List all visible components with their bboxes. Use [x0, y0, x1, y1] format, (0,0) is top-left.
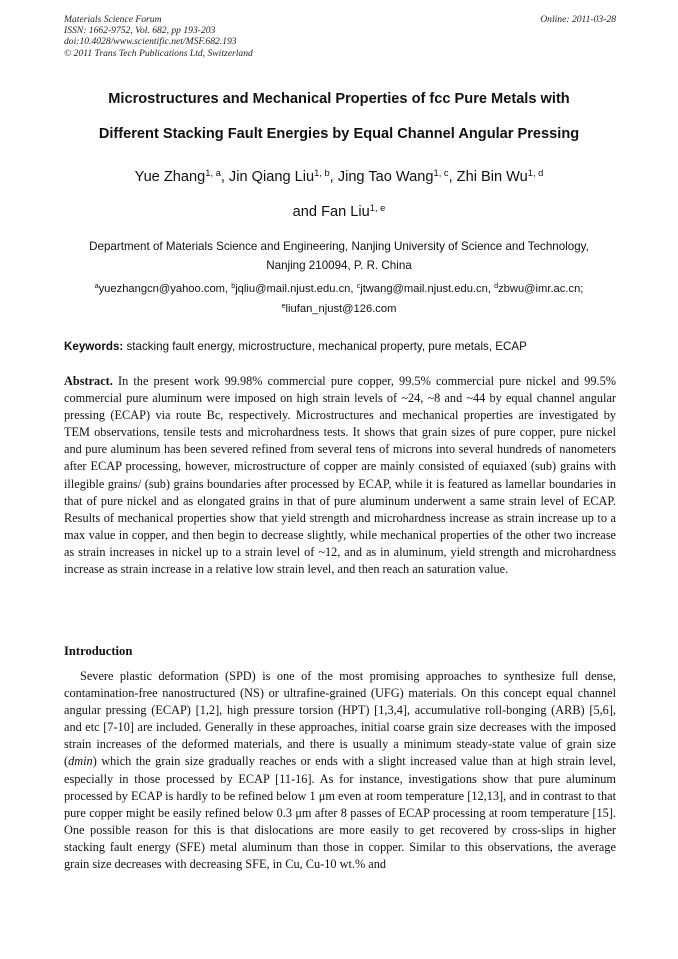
- doi-line: doi:10.4028/www.scientific.net/MSF.682.193: [64, 36, 237, 48]
- author-affiliation-mark: 1, c: [433, 167, 449, 178]
- email-line-2: [54, 300, 624, 320]
- author-list-line-2: [40, 203, 638, 222]
- email-address: zbwu@imr.ac.cn;: [498, 283, 584, 295]
- author-separator: ,: [220, 169, 229, 185]
- paper-title-line-2: Different Stacking Fault Energies by Equal Channel Angular Pressing: [98, 126, 580, 142]
- affiliation: [54, 237, 624, 275]
- email-address: yuezhangcn@yahoo.com,: [98, 283, 229, 295]
- email-mark: a: [94, 282, 99, 291]
- email-line-1: [54, 280, 624, 300]
- author-name: Zhi Bin Wu: [456, 169, 528, 185]
- author-affiliation-mark: 1, a: [205, 167, 221, 178]
- section-heading-introduction: Introduction: [64, 644, 133, 658]
- abstract-label: Abstract.: [64, 374, 113, 388]
- copyright-line: © 2011 Trans Tech Publications Ltd, Switzerland: [64, 47, 253, 59]
- email-mark: b: [231, 282, 236, 291]
- author-separator: ,: [448, 169, 457, 185]
- journal-name: Materials Science Forum: [64, 14, 162, 25]
- author-separator: ,: [329, 169, 338, 185]
- author-affiliation-mark: 1, b: [314, 167, 330, 178]
- online-date: Online: 2011-03-28: [540, 14, 616, 25]
- introduction-paragraph: [64, 668, 616, 873]
- email-mark: d: [494, 282, 499, 291]
- keywords-label: Keywords:: [64, 340, 124, 353]
- paper-title-line-1: Microstructures and Mechanical Properties of fcc Pure Metals with: [108, 91, 570, 107]
- email-address: liufan_njust@126.com: [285, 303, 397, 315]
- email-mark: e: [281, 302, 286, 311]
- intro-text-part-1: Severe plastic deformation (SPD) is one of the most promising approaches to synthesize full dense, contamination-free nanostructured (NS) or ultrafine-grained (UFG) materials. On this concept equal channel angular pressing (ECAP) [1,2], high pressure torsion (HPT) [1,3,4], accumulative roll-bonging (ARB) [5,6], and etc [7-10] are included. Generally in these approaches, initial coarse grain size decreases with the imposed strain increases of the deformed materials, and there is usually a minimum steady-state value of grain size (: [64, 669, 616, 769]
- author-emails: [54, 280, 624, 320]
- author-affiliation-mark: 1, d: [527, 167, 544, 178]
- author-affiliation-mark: 1, e: [369, 202, 386, 213]
- email-address: jqliu@mail.njust.edu.cn,: [235, 283, 354, 295]
- author-name: Fan Liu: [321, 204, 370, 220]
- intro-text-part-2: ) which the grain size gradually reaches or ends with a slight increased value than at high strain level, especially in those processed by ECAP [11-16]. As for instance, investigations show that pure aluminum processed by ECAP is hardly to be refined below 1 μm even at room temperature [12,13], and in contrast to that pure copper might be easily refined below 0.3 μm after 8 passes of ECAP processing at room temperature [15]. One possible reason for this is that dislocations are more easily to get recovered by cross-slips in higher stacking fault energy (SFE) metal aluminum than those in copper. Similar to this observations, the average grain size decreases with decreasing SFE, in Cu, Cu-10 wt.% and: [64, 754, 616, 872]
- keywords: [64, 340, 624, 354]
- email-mark: c: [356, 282, 361, 291]
- publication-header: [64, 14, 616, 59]
- intro-symbol-dmin: dmin: [68, 754, 93, 769]
- author-list-line-1: [40, 168, 638, 187]
- author-name: Jing Tao Wang: [337, 169, 434, 185]
- author-name: Yue Zhang: [134, 169, 206, 185]
- email-address: jtwang@mail.njust.edu.cn,: [360, 283, 491, 295]
- affiliation-line-2: Nanjing 210094, P. R. China: [266, 259, 412, 272]
- author-name: Jin Qiang Liu: [228, 169, 315, 185]
- abstract: [64, 373, 616, 578]
- abstract-text: In the present work 99.98% commercial pure copper, 99.5% commercial pure nickel and 99.5% commercial pure aluminum were imposed on high strain levels of ~24, ~8 and ~44 by equal channel angular pressing (ECAP) via route Bc, respectively. Microstructures and mechanical properties are investigated by TEM observations, tensile tests and microhardness tests. It shows that grain sizes of pure copper, pure nickel and pure aluminum has been severed refined from several tens of microns into several hundreds of nanometers after ECAP processing, however, microstructure of copper are mainly consisted of equiaxed (sub) grains with illegible grains/ (sub) grains boundaries after processed by ECAP, while it is featured as lamellar boundaries in that of pure nickel and as elongated grains in that of pure aluminum underwent a same strain level of ECAP. Results of mechanical properties show that yield strength and microhardness increase as strain increase up to a max value in copper, and then begin to decrease slightly, while mechanical properties of the other two increase as strain increases in nickel up to a strain level of ~12, and as in aluminum, yield strength and microhardness increase as strain increase in a relative low strain level, and then reach an saturation value.: [64, 374, 616, 577]
- affiliation-line-1: Department of Materials Science and Engineering, Nanjing University of Science and Technology,: [89, 240, 589, 253]
- issn-line: ISSN: 1662-9752, Vol. 682, pp 193-203: [64, 25, 216, 37]
- author-conjunction: and: [292, 204, 322, 220]
- keywords-text: stacking fault energy, microstructure, mechanical property, pure metals, ECAP: [123, 340, 527, 353]
